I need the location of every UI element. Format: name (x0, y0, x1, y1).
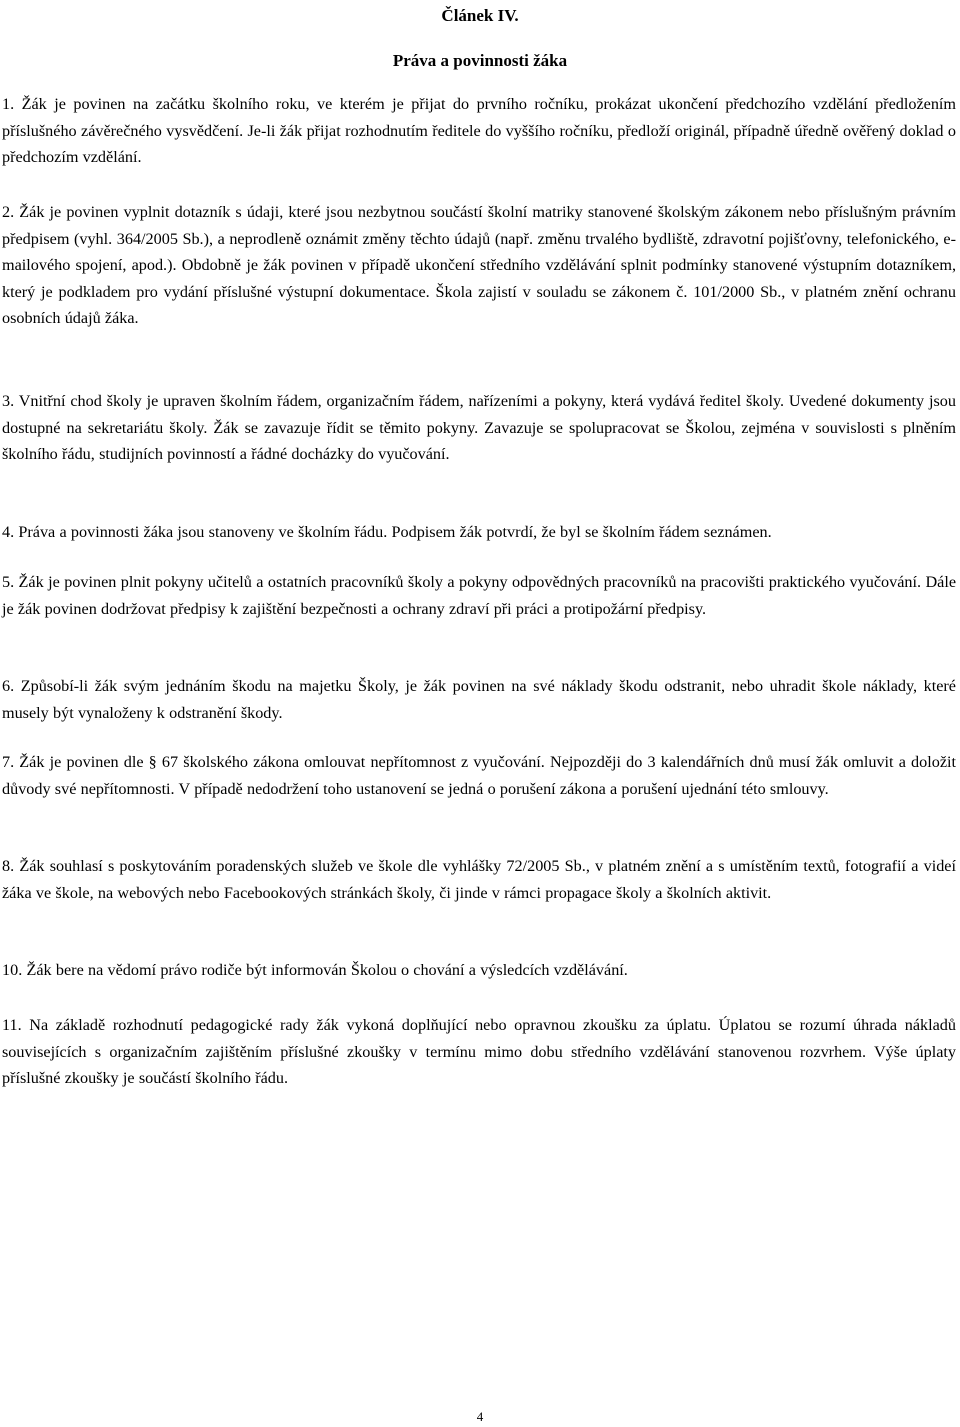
paragraph-11: 11. Na základě rozhodnutí pedagogické rady žák vykoná doplňující nebo opravnou zkoušku za úplatu. Úplatou se rozumí úhrada nákladů souvisejících s organizačním zajištěním příslušné zkoušky v termínu mimo dobu středního vzdělávání stanovenou rozvrhem. Výše úplaty příslušné zkoušky je součástí školního řádu. (2, 1016, 956, 1088)
paragraph-2: 2. Žák je povinen vyplnit dotazník s údaji, které jsou nezbytnou součástí školní matriky stanovené školským zákonem nebo příslušným právním předpisem (vyhl. 364/2005 Sb.), a neprodleně oznámit změny těchto údajů (např. změnu trvalého bydliště, zdravotní pojišťovny, telefonického, e-mailového spojení, apod.). Obdobně je žák povinen v případě ukončení středního vzdělávání splnit podmínky stanovené výstupním dotazníkem, který je podkladem pro vydání příslušné výstupní dokumentace. Škola zajistí v souladu se zákonem č. 101/2000 Sb., v platném znění ochranu osobních údajů žáka. (2, 203, 956, 328)
paragraph-1: 1. Žák je povinen na začátku školního roku, ve kterém je přijat do prvního ročníku, prokázat ukončení předchozího vzdělání předložením příslušného závěrečného vysvědčení. Je-li žák přijat rozhodnutím ředitele do vyššího ročníku, předloží originál, případně úředně ověřený doklad o předchozím vzdělání. (2, 95, 956, 167)
paragraph-7: 7. Žák je povinen dle § 67 školského zákona omlouvat nepřítomnost z vyučování. Nejpozději do 3 kalendářních dnů musí žák omluvit a doložit důvody své nepřítomnosti. V případě nedodržení toho ustanovení se jedná o porušení zákona a porušení ujednání této smlouvy. (2, 753, 956, 798)
paragraph-6: 6. Způsobí-li žák svým jednáním škodu na majetku Školy, je žák povinen na své náklady škodu odstranit, nebo uhradit škole náklady, které musely být vynaloženy k odstranění škody. (2, 677, 956, 722)
article-heading: Článek IV. (441, 6, 519, 25)
paragraph-3: 3. Vnitřní chod školy je upraven školním řádem, organizačním řádem, nařízeními a pokyny, která vydává ředitel školy. Uvedené dokumenty jsou dostupné na sekretariátu školy. Žák se zavazuje řídit se těmito pokyny. Zavazuje se spolupracovat se Školou, zejména v souvislosti s plněním školního řádu, studijních povinností a řádné docházky do vyučování. (2, 392, 956, 464)
paragraph-8: 8. Žák souhlasí s poskytováním poradenských služeb ve škole dle vyhlášky 72/2005 Sb., v platném znění a s umístěním textů, fotografií a videí žáka ve škole, na webových nebo Facebookových stránkách školy, či jinde v rámci propagace školy a školních aktivit. (2, 857, 956, 902)
paragraph-4: 4. Práva a povinnosti žáka jsou stanoveny ve školním řádu. Podpisem žák potvrdí, že byl se školním řádem seznámen. (2, 523, 772, 541)
page-number: 4 (476, 1409, 484, 1424)
section-subheading: Práva a povinnosti žáka (392, 51, 568, 70)
paragraph-10: 10. Žák bere na vědomí právo rodiče být informován Školou o chování a výsledcích vzdělávání. (2, 961, 628, 979)
paragraph-5: 5. Žák je povinen plnit pokyny učitelů a ostatních pracovníků školy a pokyny odpovědných pracovníků na pracovišti praktického vyučování. Dále je žák povinen dodržovat předpisy k zajištění bezpečnosti a ochrany zdraví při práci a protipožární předpisy. (2, 573, 956, 618)
